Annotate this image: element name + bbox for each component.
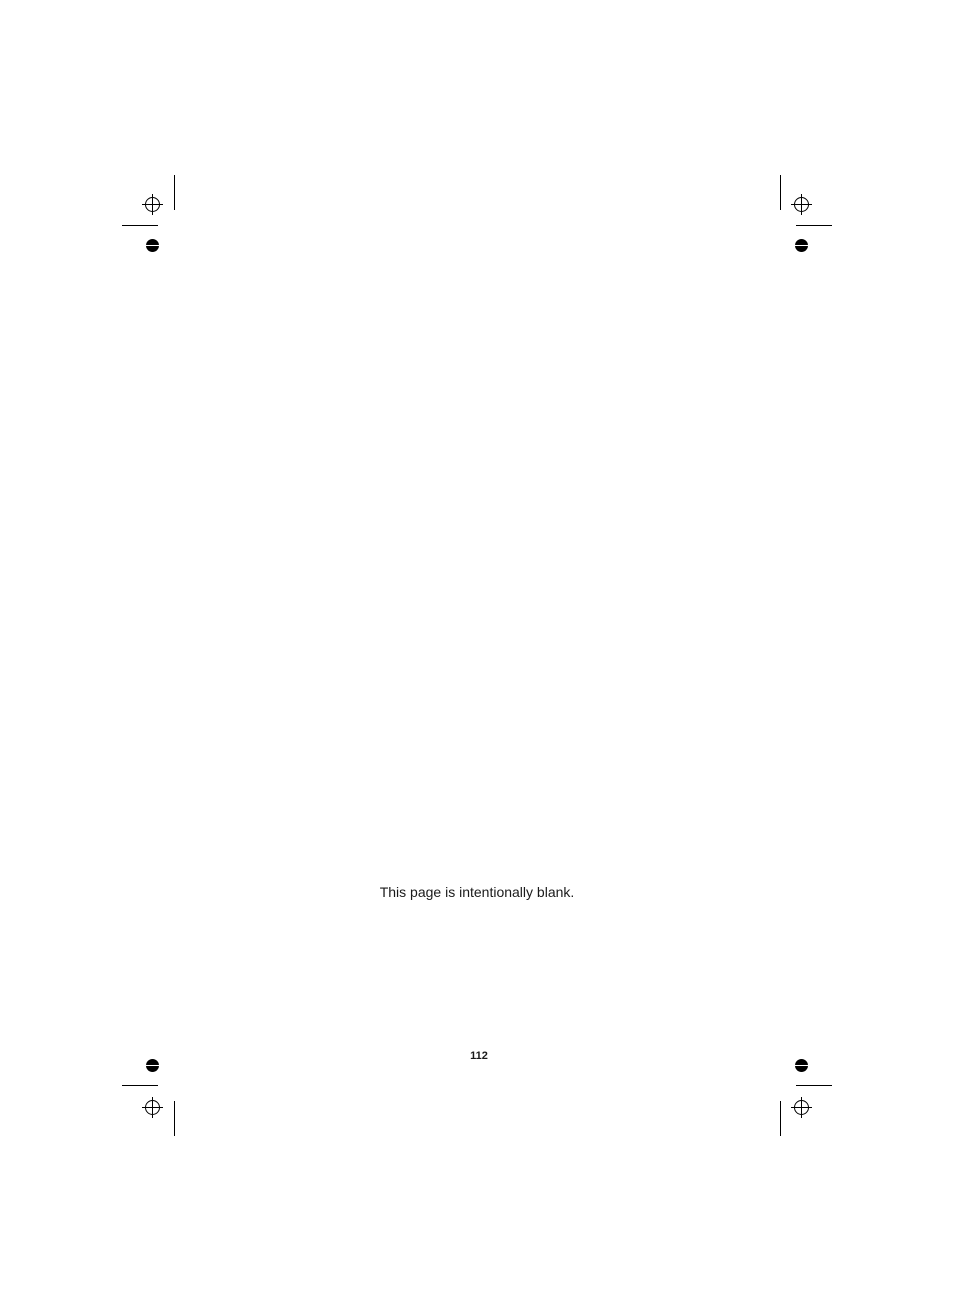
top-right-marks	[781, 175, 833, 252]
page-number: 112	[470, 1050, 488, 1062]
registration-target-icon	[142, 194, 163, 215]
registration-target-icon	[791, 1097, 812, 1118]
bottom-left-marks	[122, 1059, 175, 1136]
registration-target-icon	[791, 194, 812, 215]
registration-target-icon	[142, 1097, 163, 1118]
registration-dot-icon	[794, 239, 809, 252]
registration-dot-icon	[145, 239, 160, 252]
blank-page-notice: This page is intentionally blank.	[379, 884, 575, 900]
top-left-marks	[122, 175, 175, 252]
bottom-right-marks	[781, 1059, 833, 1136]
